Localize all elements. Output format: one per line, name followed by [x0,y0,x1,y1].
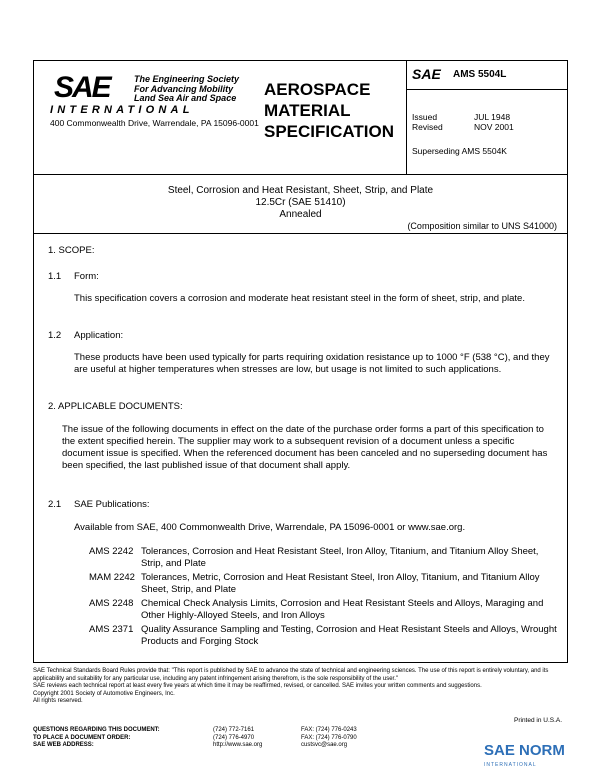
title-divider [34,233,567,234]
ams-number: AMS 5504L [453,69,507,80]
section-1-1-title: Form: [74,271,99,282]
sae-small-logo: SAE [412,66,441,82]
superseding: Superseding AMS 5504K [412,146,507,156]
section-2-1-number: 2.1 [48,499,62,510]
section-2-text: The issue of the following documents in effect on the date of the purchase order forms a part of this specification to the extent specified herein. The supplier may work to a subsequent revision of a document unless a specific document issue is specified. When the referenced document has been canceled and no superseding document has been specified, the last published issue of that document shall apply. [62,424,548,471]
footer-copyright: Copyright 2001 Society of Automotive Engineers, Inc. [33,690,175,697]
composition-note: (Composition similar to UNS S41000) [407,221,557,231]
footer-review: SAE reviews each technical report at least every five years at which time it may be reaffirmed, revised, or cancelled. SAE invites your written comments and suggestions. [33,683,482,689]
contact-info: QUESTIONS REGARDING THIS DOCUMENT: (724) 772-7161 FAX: (724) 776-0243 TO PLACE A DOCUMENT ORDER: (724) 776-4970 FAX: (724) 776-0790 SAE WEB ADDRESS: http://www.sae.org custsvc@sae.org [33,727,357,748]
sae-address: 400 Commonwealth Drive, Warrendale, PA 15096-0001 [50,118,259,128]
footer-notes [33,668,573,706]
section-1-1-text: This specification covers a corrosion and moderate heat resistant steel in the form of sheet, strip, and plate. [74,293,525,304]
section-2-heading: 2. APPLICABLE DOCUMENTS: [48,401,183,412]
international-text: INTERNATIONAL [50,104,194,116]
header-divider-h [406,89,567,90]
sae-logo-text: SAE [54,71,110,104]
web-address-link[interactable]: http://www.sae.org [213,742,263,748]
sae-logo [50,73,270,119]
section-2-1-text: Available from SAE, 400 Commonwealth Drive, Warrendale, PA 15096-0001 or www.sae.org. [74,522,466,533]
watermark-sub: INTERNATIONAL [484,762,537,768]
issued-label: Issued [412,112,438,122]
section-1-2-number: 1.2 [48,330,62,341]
header-block [34,61,567,175]
printed-in: Printed in U.S.A. [514,717,563,724]
document-frame: SAE The Engineering Society For Advancing Mobility Land Sea Air and Space INTERNATIONAL 400 Commonwealth Drive, Warrendale, PA 15096-0001 AEROSPACE MATERIAL SPECIFICATION SAE AMS 5504L Issued JUL 1948 Revised NOV 2001 Superseding AMS 5504K Steel, Corrosion and Heat Resistant, Sheet, Strip, and Plate 12.5Cr (SAE 51410) Annealed (Composition similar to UNS S41000) 1. SCOPE: 1.1 Form: This specification covers a corrosion and moderate heat resistant steel in the form of sheet, strip, and plate. 1.2 Application: These products have been used typically for parts requiring oxidation resistance up to 1000 °F (538 °C), and they are useful at higher temperatures when stresses are low, but usage is not limited to such applications. 2. APPLICABLE DOCUMENTS: The issue of the following documents in effect on the date of the purchase order forms a part of this specification to the extent specified herein. The supplier may work to a subsequent revision of a document unless a specific document issue is specified. When the referenced document has been canceled and no superseding document has been specified, the last published issue of that document shall apply. 2.1 SAE Publications: Available from SAE, 400 Commonwealth Drive, Warrendale, PA 15096-0001 or www.sae.org. AMS 2242 Tolerances, Corrosion and Heat Resistant Steel, Iron Alloy, Titanium, and Titanium Alloy Sheet, Strip, and Plate MAM 2242 Tolerances, Metric, Corrosion and Heat Resistant Steel, Iron Alloy, Titanium, and Titanium Alloy Sheet, Strip, and Plate AMS 2248 Chemical Check Analysis Limits, Corrosion and Heat Resistant Steels and Alloys, Maraging and Other Highly-Alloyed Steels, and Iron Alloys AMS 2371 Quality Assurance Sampling and Testing, Corrosion and Heat Resistant Steels and Alloys, Wrought Products and Forging Stock [33,60,568,663]
watermark-logo: SAE NORM [484,742,565,759]
revised-label: Revised [412,122,443,132]
email-link[interactable]: custsvc@sae.org [301,742,348,748]
section-1-2-title: Application: [74,330,124,341]
spec-title: AEROSPACE MATERIAL SPECIFICATION [264,80,395,141]
section-1-heading: 1. SCOPE: [48,245,95,256]
footer-rules: SAE Technical Standards Board Rules provide that: "This report is published by SAE to advance the state of technical and engineering sciences. The use of this report is entirely voluntary, and its applicability and suitability for any particular use, including any patent infringement arising therefrom, is the sole responsibility of the user." [33,668,549,682]
section-1-2-text: These products have been used typically for parts requiring oxidation resistance up to 1000 °F (538 °C), and they are useful at higher temperatures when stresses are low, but usage is not limited to such applications. [74,352,550,375]
section-1-1-number: 1.1 [48,271,62,282]
society-text: The Engineering Society For Advancing Mobility Land Sea Air and Space [134,74,240,103]
document-title: Steel, Corrosion and Heat Resistant, Sheet, Strip, and Plate 12.5Cr (SAE 51410) Annealed [167,185,434,220]
footer-rights: All rights reserved. [33,698,83,704]
issued-value: JUL 1948 [474,112,511,122]
revised-value: NOV 2001 [474,122,514,132]
header-divider [406,61,407,174]
section-2-1-title: SAE Publications: [74,499,150,510]
